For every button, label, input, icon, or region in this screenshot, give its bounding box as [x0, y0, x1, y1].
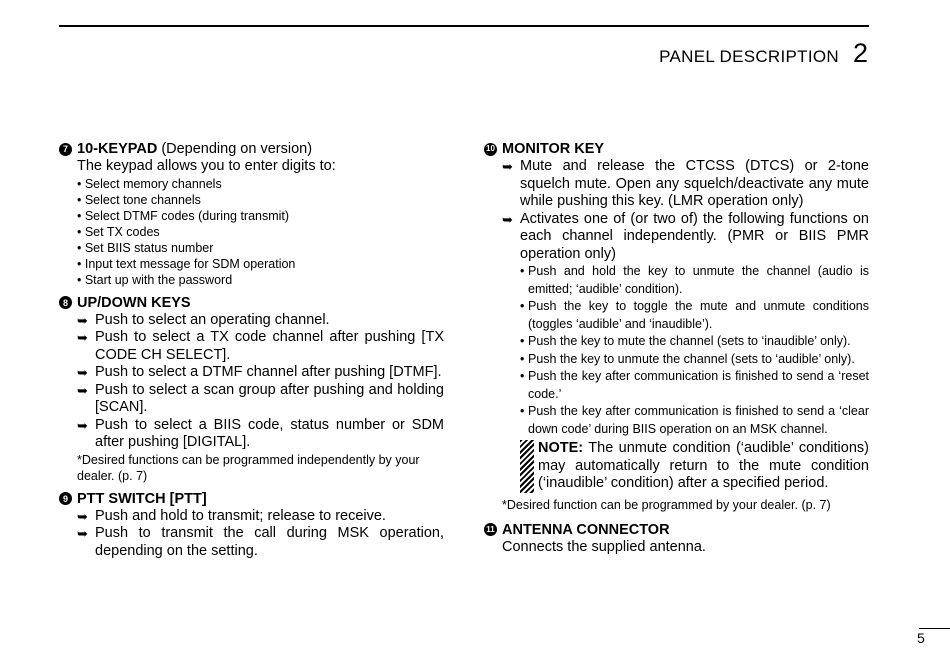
- arrow-icon: ➥: [502, 211, 513, 227]
- list-item: [77, 329, 444, 364]
- list-item: [77, 417, 444, 452]
- note-text: [538, 440, 869, 493]
- list-item-text: Push the key to toggle the mute and unmute conditions (toggles ‘audible’ and ‘inaudible’).: [528, 299, 869, 331]
- keypad-bullet: • Start up with the password: [77, 272, 233, 287]
- bullet-icon: •: [520, 369, 525, 383]
- list-item-text: Mute and release the CTCSS (DTCS) or 2-tone squelch mute. Open any squelch/deactivate any mute while pushing this key. (LMR operation only): [520, 158, 869, 209]
- list-item: [77, 508, 444, 526]
- list-item-text: Push to select a scan group after pushing and holding [SCAN].: [95, 381, 444, 415]
- arrow-icon: ➥: [77, 365, 88, 380]
- item-number-10: 10: [484, 143, 497, 156]
- page-number: 5: [917, 630, 925, 646]
- updown-title: UP/DOWN KEYS: [77, 294, 191, 311]
- list-item-text: Push to transmit the call during MSK operation, depending on the setting.: [95, 525, 444, 559]
- keypad-subtitle: (Depending on version): [161, 141, 313, 157]
- list-item-text: Push the key to unmute the channel (sets to ‘audible’ only).: [528, 351, 855, 366]
- ptt-title: PTT SWITCH [PTT]: [77, 490, 207, 507]
- keypad-bullet: • Select memory channels: [77, 176, 222, 191]
- antenna-title: ANTENNA CONNECTOR: [502, 521, 670, 538]
- list-item: [502, 211, 869, 264]
- note-body: The unmute condition (‘audible’ conditions) may automatically return to the mute condition (‘inaudible’ condition) after a specified period.: [538, 440, 869, 491]
- list-item: [520, 403, 869, 438]
- monitor-footnote: *Desired function can be programmed by your dealer. (p. 7): [502, 497, 831, 512]
- list-item: [520, 333, 869, 351]
- antenna-heading: [484, 521, 869, 539]
- section-title: PANEL DESCRIPTION: [659, 47, 839, 66]
- list-item-text: Push to select a BIIS code, status number or SDM after pushing [DIGITAL].: [95, 416, 444, 450]
- note-hatch-icon: [520, 440, 534, 493]
- list-item-text: Push the key to mute the channel (sets to ‘inaudible’ only).: [528, 334, 851, 348]
- note-box: [520, 440, 869, 493]
- list-item: [77, 364, 444, 382]
- item-number-7: 7: [59, 143, 72, 156]
- monitor-title: MONITOR KEY: [502, 141, 605, 157]
- monitor-bullet-list: [502, 263, 869, 493]
- item-number-8: 8: [59, 296, 72, 309]
- keypad-title: 10-KEYPAD: [77, 141, 158, 157]
- bullet-icon: •: [520, 404, 525, 418]
- antenna-body: Connects the supplied antenna.: [502, 538, 706, 555]
- list-item: [520, 368, 869, 403]
- left-column: [59, 140, 444, 566]
- keypad-bullet: • Input text message for SDM operation: [77, 256, 296, 271]
- arrow-icon: ➥: [77, 330, 88, 345]
- monitor-heading: [484, 140, 869, 158]
- updown-heading: [59, 294, 444, 312]
- arrow-icon: ➥: [77, 312, 88, 328]
- arrow-icon: ➥: [77, 382, 88, 398]
- list-item-text: Push and hold to transmit; release to receive.: [95, 507, 386, 524]
- keypad-bullet-list: [59, 176, 444, 288]
- header-rule: [59, 25, 869, 27]
- right-column: [484, 140, 869, 562]
- updown-footnote: *Desired functions can be programmed independently by your dealer. (p. 7): [77, 452, 420, 483]
- ptt-heading: [59, 490, 444, 508]
- list-item-text: Push to select an operating channel.: [95, 311, 330, 328]
- keypad-bullet: • Select tone channels: [77, 192, 201, 207]
- updown-body: [59, 312, 444, 484]
- arrow-icon: ➥: [77, 417, 88, 433]
- arrow-icon: ➥: [77, 508, 88, 524]
- item-number-11: 11: [484, 523, 497, 536]
- arrow-icon: ➥: [502, 159, 513, 174]
- list-item-text: Push and hold the key to unmute the channel (audio is emitted; ‘audible’ condition).: [528, 264, 869, 296]
- antenna-section: [484, 521, 869, 557]
- list-item: [520, 263, 869, 298]
- page-header: [659, 38, 868, 69]
- keypad-bullet: • Set BIIS status number: [77, 240, 214, 255]
- chapter-number: 2: [852, 38, 868, 68]
- ptt-body: [59, 508, 444, 561]
- list-item: [77, 525, 444, 560]
- keypad-section: [59, 140, 444, 288]
- bullet-icon: •: [520, 334, 525, 348]
- list-item-text: Push the key after communication is finished to send a ‘clear down code’ during BIIS operation on an MSK channel.: [528, 404, 869, 436]
- list-item: [502, 158, 869, 211]
- arrow-icon: ➥: [77, 526, 88, 541]
- updown-section: [59, 294, 444, 484]
- keypad-bullet: • Set TX codes: [77, 224, 160, 239]
- bullet-icon: •: [520, 264, 525, 278]
- item-number-9: 9: [59, 492, 72, 505]
- list-item: [77, 382, 444, 417]
- monitor-body: [484, 158, 869, 493]
- ptt-section: [59, 490, 444, 561]
- keypad-bullet: • Select DTMF codes (during transmit): [77, 208, 290, 223]
- list-item-text: Push to select a DTMF channel after pushing [DTMF].: [95, 364, 442, 380]
- list-item: [77, 312, 444, 330]
- note-label: NOTE:: [538, 440, 584, 456]
- monitor-section: [484, 140, 869, 513]
- bullet-icon: •: [520, 351, 525, 366]
- list-item-text: Push to select a TX code channel after pushing [TX CODE CH SELECT].: [95, 329, 444, 363]
- page-number-rule: [919, 628, 950, 629]
- list-item-text: Push the key after communication is finished to send a ‘reset code.’: [528, 369, 869, 401]
- list-item: [520, 351, 869, 369]
- keypad-heading: [59, 140, 444, 158]
- bullet-icon: •: [520, 299, 525, 313]
- list-item: [520, 298, 869, 333]
- keypad-intro: The keypad allows you to enter digits to:: [77, 158, 336, 174]
- list-item-text: Activates one of (or two of) the following functions on each channel independently. (PMR or BIIS PMR operation only): [520, 210, 869, 262]
